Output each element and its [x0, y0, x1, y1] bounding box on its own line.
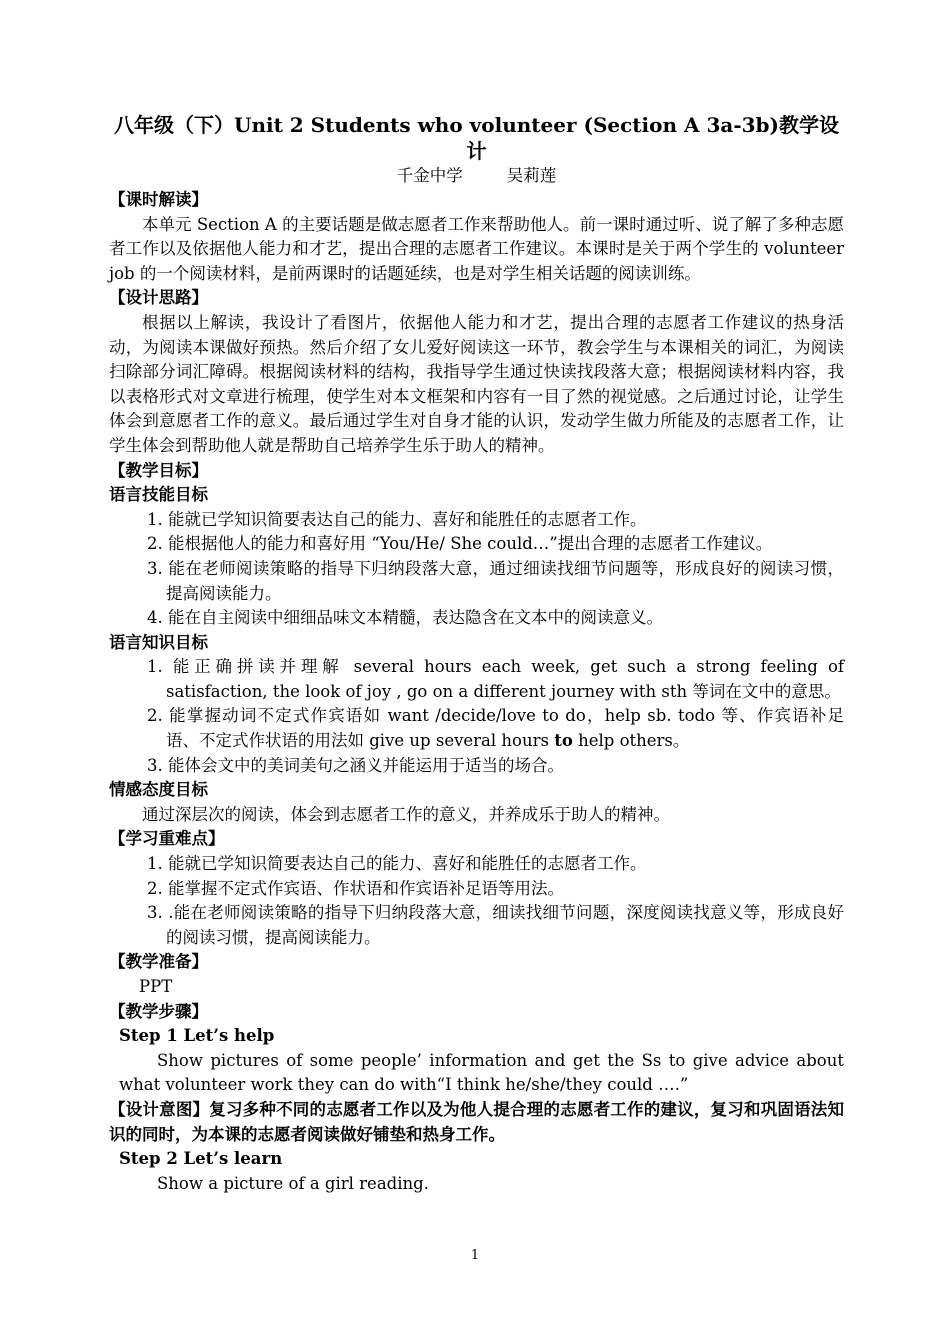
knowledge-item-1: 1. 能正确拼读并理解 several hours each week, get such a strong feeling of satisfaction, the look of joy , go on a different journey with sth 等词在文中的意思。 — [147, 657, 844, 701]
document-title: 八年级（下）Unit 2 Students who volunteer (Section A 3a-3b)教学设计 — [114, 113, 839, 163]
document-body — [109, 112, 844, 1196]
knowledge-item-2 — [109, 704, 844, 753]
step-2-text: Show a picture of a girl reading. — [157, 1173, 429, 1193]
step-2-title: Step 2 Let’s learn — [119, 1149, 283, 1169]
step-1-title: Step 1 Let’s help — [119, 1026, 275, 1046]
section-heading-goals: 【教学目标】 — [109, 460, 208, 480]
subheading-skills: 语言技能目标 — [109, 485, 208, 505]
design-paragraph: 根据以上解读，我设计了看图片，依据他人能力和才艺，提出合理的志愿者工作建议的热身活动，为阅读本课做好预热。然后介绍了女儿爱好阅读这一环节，教会学生与本课相关的词汇，为阅读扫除部分词汇障碍。根据阅读材料的结构，我指导学生通过快读找段落大意；根据阅读材料内容，我以表格形式对文章进行梳理，使学生对本文框架和内容有一目了然的视觉感。之后通过讨论，让学生体会到意愿者工作的意义。最后通过学生对自身才能的认识，发动学生做力所能及的志愿者工作，让学生体会到帮助他人就是帮助自己培养学生乐于助人的精神。 — [109, 312, 844, 455]
skill-item-3: 3. 能在老师阅读策略的指导下归纳段落大意，通过细读找细节问题等，形成良好的阅读习惯，提高阅读能力。 — [147, 558, 844, 603]
knowledge-item-2-bold: to — [554, 731, 573, 751]
skill-item-1: 1. 能就已学知识简要表达自己的能力、喜好和能胜任的志愿者工作。 — [147, 509, 647, 529]
author-line — [109, 164, 844, 188]
section-heading-preparation: 【教学准备】 — [109, 952, 208, 972]
subheading-knowledge: 语言知识目标 — [109, 632, 208, 652]
section-heading-design: 【设计思路】 — [109, 288, 208, 308]
knowledge-item-3: 3. 能体会文中的美词美句之涵义并能运用于适当的场合。 — [147, 755, 564, 775]
keypoint-item-1: 1. 能就已学知识简要表达自己的能力、喜好和能胜任的志愿者工作。 — [147, 854, 647, 874]
preparation-text: PPT — [139, 977, 173, 996]
subheading-emotion: 情感态度目标 — [109, 780, 208, 800]
section-heading-keypoints: 【学习重难点】 — [109, 829, 225, 849]
keypoint-item-2: 2. 能掌握不定式作宾语、作状语和作宾语补足语等用法。 — [147, 878, 564, 898]
interpretation-paragraph: 本单元 Section A 的主要话题是做志愿者工作来帮助他人。前一课时通过听、说了解了多种志愿者工作以及依据他人能力和才艺，提出合理的志愿者工作建议。本课时是关于两个学生的 volunteer job 的一个阅读材料，是前两课时的话题延续，也是对学生相关话题的阅读训练。 — [109, 214, 844, 283]
knowledge-item-2-text-a: 2. 能掌握动词不定式作宾语如 want /decide/love to do，help sb. todo 等、作宾语补足语、不定式作状语的用法如 give up several hours — [147, 706, 844, 751]
skill-item-4: 4. 能在自主阅读中细细品味文本精髓，表达隐含在文本中的阅读意义。 — [147, 608, 663, 628]
keypoint-item-3: 3. .能在老师阅读策略的指导下归纳段落大意，细读找细节问题，深度阅读找意义等，形成良好的阅读习惯，提高阅读能力。 — [147, 903, 844, 947]
author-name: 吴莉莲 — [506, 166, 557, 185]
section-heading-interpretation: 【课时解读】 — [109, 190, 208, 209]
author-school: 千金中学 — [396, 166, 463, 185]
knowledge-item-2-text-b: help others。 — [572, 731, 690, 751]
step-1-text: Show pictures of some people’ information and get the Ss to give advice about what volunteer work they can do with“I think he/she/they could ….” — [119, 1050, 844, 1095]
step-1-intent: 【设计意图】复习多种不同的志愿者工作以及为他人提合理的志愿者工作的建议，复习和巩固语法知识的同时，为本课的志愿者阅读做好铺垫和热身工作。 — [109, 1099, 844, 1144]
section-heading-steps: 【教学步骤】 — [109, 1001, 208, 1021]
page-number: 1 — [470, 1248, 480, 1263]
skill-item-2: 2. 能根据他人的能力和喜好用 “You/He/ She could…”提出合理的志愿者工作建议。 — [147, 534, 773, 554]
emotion-paragraph: 通过深层次的阅读，体会到志愿者工作的意义，并养成乐于助人的精神。 — [142, 804, 670, 824]
